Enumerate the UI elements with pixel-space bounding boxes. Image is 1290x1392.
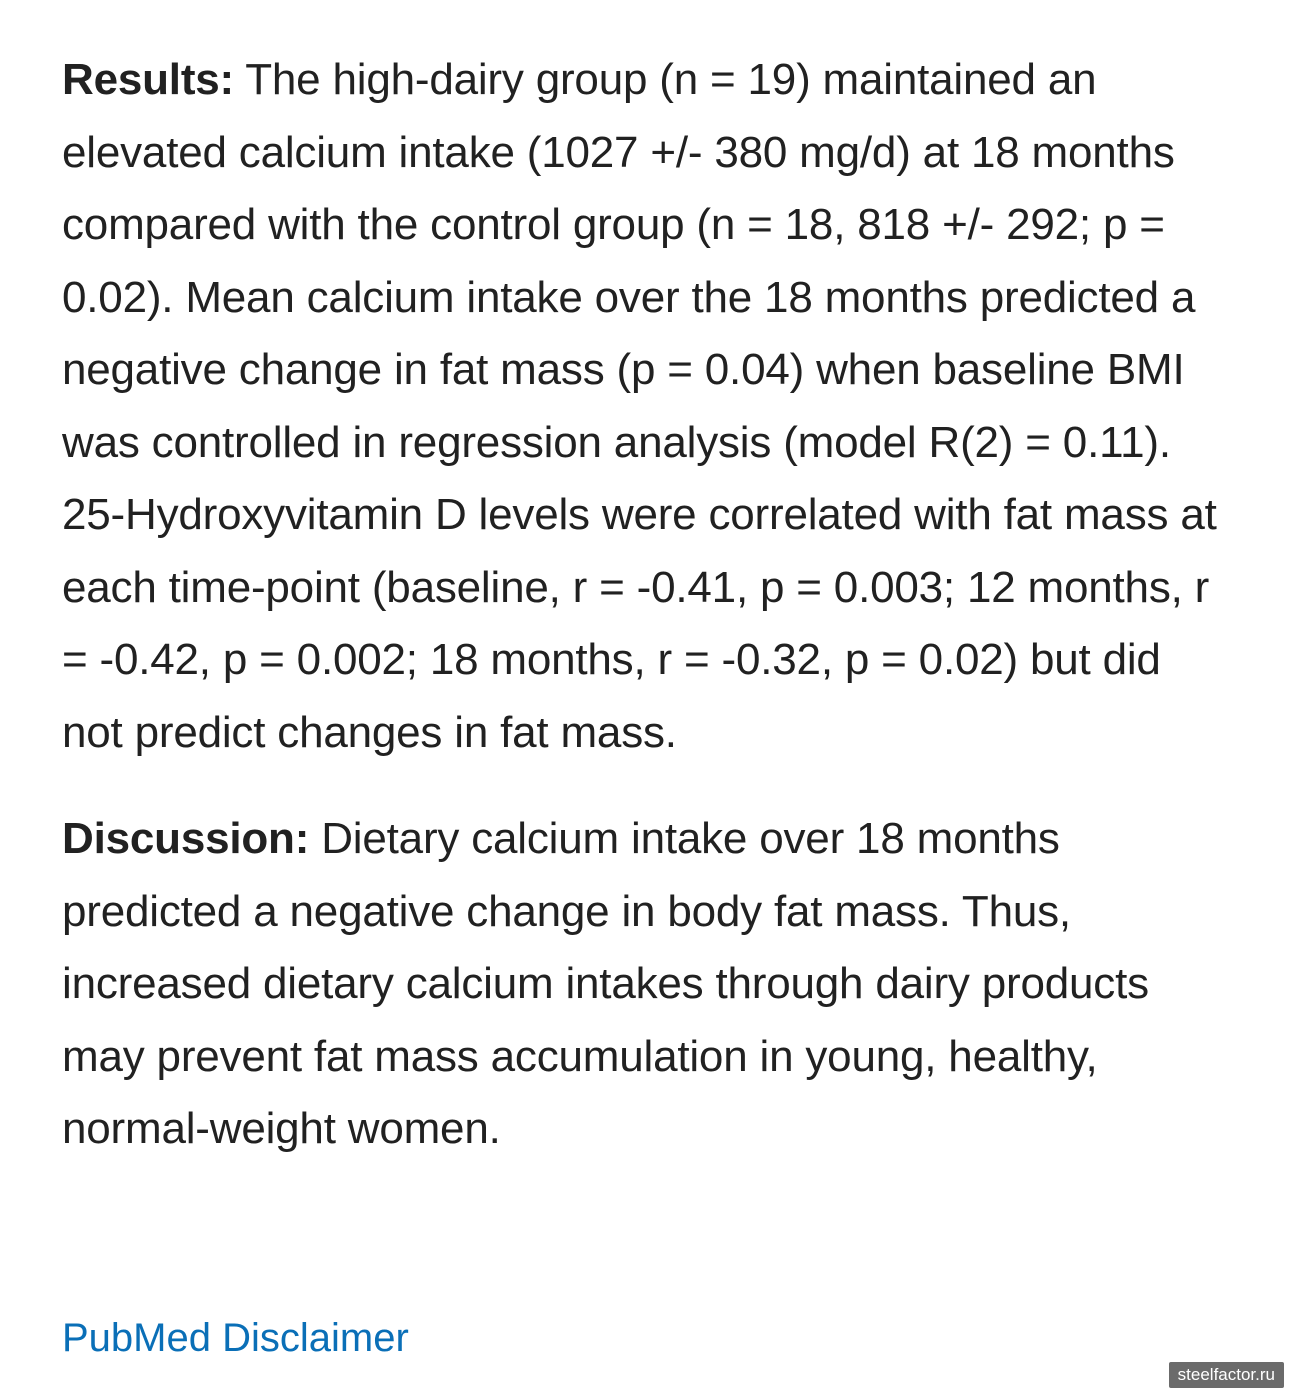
results-label: Results: <box>62 55 234 104</box>
discussion-text: Dietary calcium intake over 18 months predicted a negative change in body fat mass. Thus, increased dietary calcium intakes through dairy products may prevent fat mass accumulation in young, healthy, normal-weight women. <box>62 814 1149 1153</box>
results-paragraph <box>62 44 1232 769</box>
watermark: steelfactor.ru <box>1169 1362 1284 1388</box>
discussion-paragraph <box>62 803 1232 1166</box>
abstract-content <box>62 44 1232 1200</box>
results-text: The high-dairy group (n = 19) maintained an elevated calcium intake (1027 +/- 380 mg/d) at 18 months compared with the control group (n = 18, 818 +/- 292; p = 0.02). Mean calcium intake over the 18 months predicted a negative change in fat mass (p = 0.04) when baseline BMI was controlled in regression analysis (model R(2) = 0.11). 25-Hydroxyvitamin D levels were correlated with fat mass at each time-point (baseline, r = -0.41, p = 0.003; 12 months, r = -0.42, p = 0.002; 18 months, r = -0.32, p = 0.02) but did not predict changes in fat mass. <box>62 55 1217 757</box>
discussion-label: Discussion: <box>62 814 310 863</box>
pubmed-disclaimer-link[interactable]: PubMed Disclaimer <box>62 1316 409 1360</box>
